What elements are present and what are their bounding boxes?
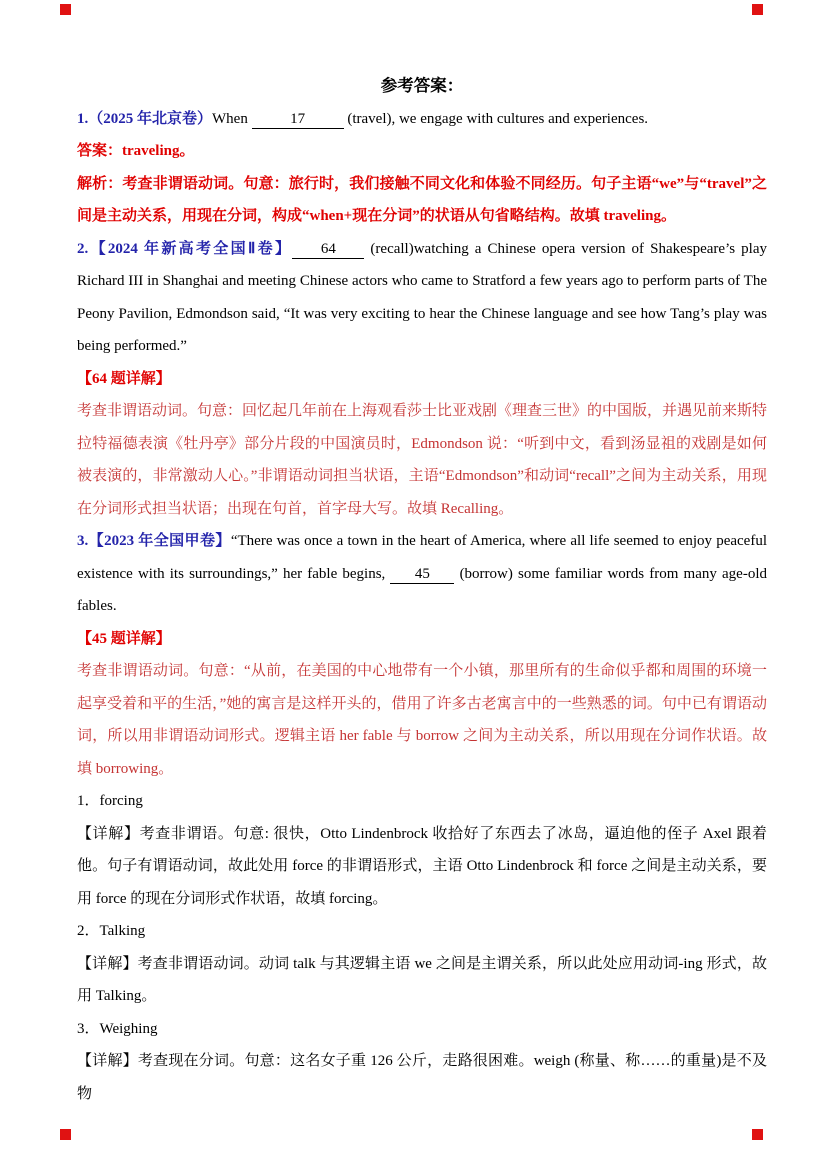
text-run: 解析：考查非谓语动词。句意：旅行时，我们接触不同文化和体验不同经历。句子主语“we”与“travel”之间是主动关系，用现在分词，构成“when+现在分词”的状语从句省略结构。故填 traveling。 [77, 175, 767, 224]
list-item-2 [77, 915, 767, 948]
text-run: 考查非谓语动词。句意：回忆起几年前在上海观看莎士比亚戏剧《理查三世》的中国版，并遇见前来斯特拉特福德表演《牡丹亭》部分片段的中国演员时，Edmondson 说：“听到中文，看到汤显祖的戏剧是如何被表演的，非常激动人心。”非谓语动词担当状语，主语“Edmondson”和动词“recall”之间为主动关系，用现在分词形式担当状语；出现在句首，首字母大写。故填 Recalling。 [77, 403, 768, 517]
list-item-3 [77, 1013, 767, 1046]
text-run: (recall)watching a Chinese opera version of Shakespeare’s play Richard III in Shanghai and meeting Chinese actors who came to Stratford a few years ago to perform parts of The Peony Pavilion, Edmondson said, “It was very exciting to hear the Chinese language and see how Tang’s play was being performed.” [77, 240, 767, 354]
blank-underline: 64 [292, 240, 364, 259]
question-2 [77, 233, 767, 363]
text-run: 【详解】考查非谓语。句意: 很快，Otto Lindenbrock 收拾好了东西去了冰岛，逼迫他的侄子 Axel 跟着他。句子有谓语动词，故此处用 force 的非谓语形式，主语 Otto Lindenbrock 和 force 之间是主动关系，要用 force 的现在分词形式作状语，故填 forcing。 [77, 825, 767, 907]
text-run: “There was once a town in the heart of America, where all life seemed to enjoy peaceful existence with its surroundings,” her fable begins, [77, 533, 767, 582]
analysis-1 [77, 168, 767, 233]
question-3 [77, 525, 767, 623]
detail-body-45 [77, 655, 767, 785]
detail-body-64 [77, 395, 767, 525]
corner-mark-bottom-left [60, 1129, 71, 1140]
text-run: 3．Weighing [77, 1020, 158, 1037]
corner-mark-top-right [752, 4, 763, 15]
text-run: 2．Talking [77, 923, 146, 939]
corner-mark-bottom-right [752, 1129, 763, 1140]
text-run: 【详解】考查现在分词。句意：这名女子重 126 公斤，走路很困难。weigh (称量、称……的重量)是不及物 [77, 1053, 767, 1102]
list-detail-2 [77, 948, 767, 1013]
blank-underline: 17 [252, 110, 344, 129]
text-run: 【64 题详解】 [77, 370, 171, 387]
page-title: 参考答案： [380, 76, 464, 95]
text-run: 考查非谓语动词。句意：“从前，在美国的中心地带有一个小镇，那里所有的生命似乎都和周围的环境一起享受着和平的生活，”她的寓言是这样开头的，借用了许多古老寓言中的一些熟悉的词。句中已有谓语动词，所以用非谓语动词形式。逻辑主语 her fable 与 borrow 之间为主动关系，所以用现在分词作状语。故填 borrowing。 [77, 663, 767, 777]
detail-header-45 [77, 623, 767, 656]
blank-underline: 45 [390, 565, 454, 584]
list-detail-3 [77, 1045, 767, 1110]
text-run: When [212, 110, 252, 127]
text-run: 答案：traveling。 [77, 143, 195, 159]
text-run: (travel), we engage with cultures and experiences. [343, 110, 649, 127]
paragraph-list [77, 103, 767, 1111]
text-run: 3.【2023 年全国甲卷】 [77, 533, 231, 549]
list-detail-1 [77, 818, 767, 916]
detail-header-64 [77, 363, 767, 396]
list-item-1 [77, 785, 767, 818]
answer-1 [77, 135, 767, 168]
text-run: 1．forcing [77, 793, 143, 809]
text-run: 【45 题详解】 [77, 630, 171, 647]
corner-mark-top-left [60, 4, 71, 15]
question-1 [77, 103, 767, 136]
text-run: 【详解】考查非谓语动词。动词 talk 与其逻辑主语 we 之间是主谓关系，所以此处应用动词-ing 形式，故用 Talking。 [77, 955, 767, 1004]
document-body [77, 70, 767, 1110]
text-run: 1.（2025 年北京卷） [77, 110, 213, 127]
text-run: (borrow) some familiar words from many age-old fables. [77, 565, 767, 614]
text-run: 2.【2024 年新高考全国Ⅱ卷】 [77, 240, 293, 257]
